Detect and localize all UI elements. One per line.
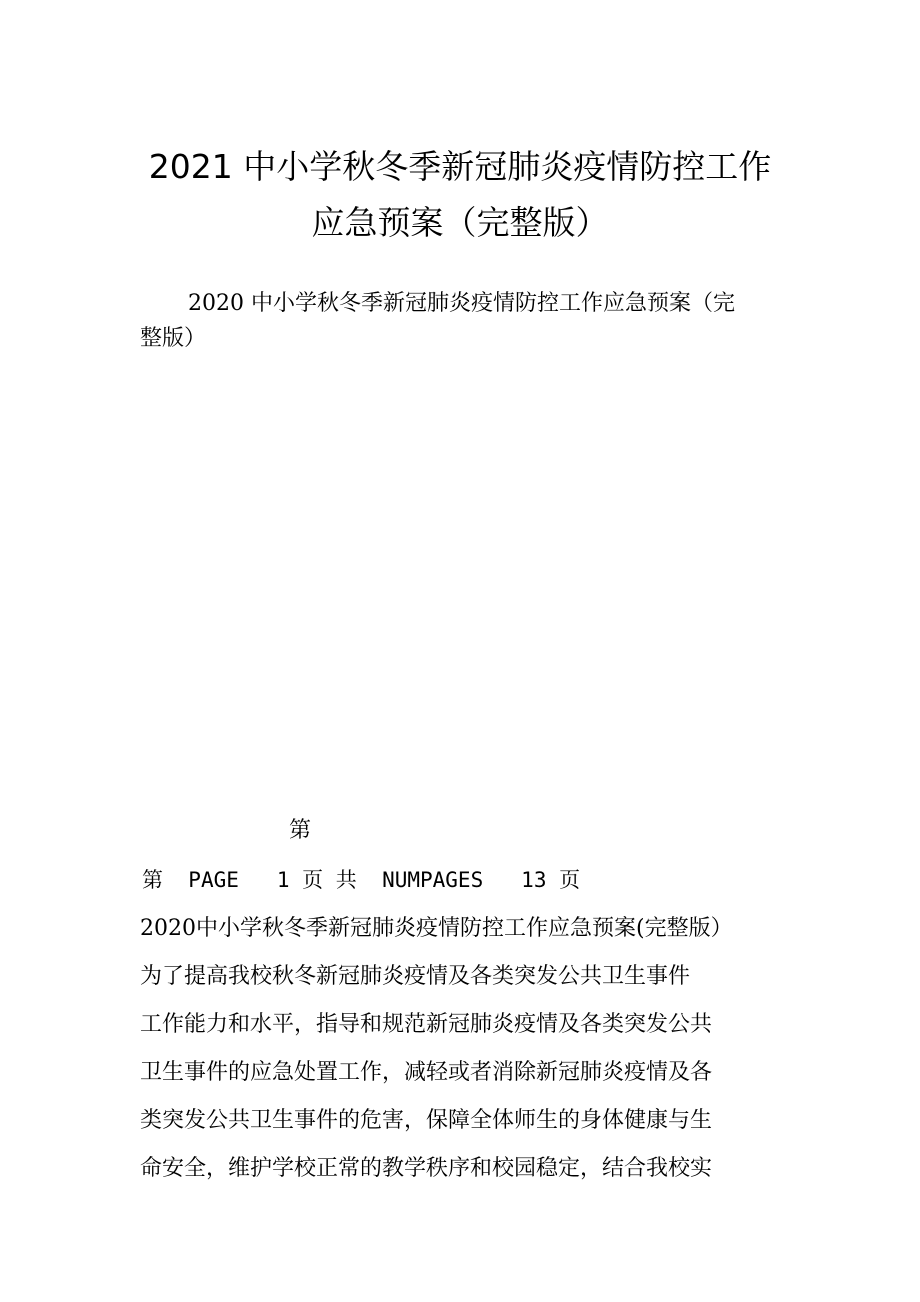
page-field-code — [142, 870, 580, 891]
body-line: 命安全，维护学校正常的教学秩序和校园稳定，结合我校实 — [140, 1156, 713, 1181]
subtitle-line-1: 2020 中小学秋冬季新冠肺炎疫情防控工作应急预案（完 — [188, 291, 735, 316]
body-line: 为了提高我校秋冬新冠肺炎疫情及各类突发公共卫生事件 — [140, 964, 691, 989]
body-line: 2020中小学秋冬季新冠肺炎疫情防控工作应急预案(完整版） — [140, 916, 733, 941]
page-label-di: 第 — [289, 818, 312, 843]
page-field-number: 1 — [276, 868, 290, 892]
page-field-ye-2: 页 — [559, 868, 581, 892]
subtitle-line-2: 整版） — [140, 326, 207, 352]
document-title-line-2: 应急预案（完整版） — [311, 203, 609, 242]
page-field-code-numpages: NUMPAGES — [382, 868, 484, 892]
body-line: 工作能力和水平，指导和规范新冠肺炎疫情及各类突发公共 — [140, 1012, 713, 1037]
document-subtitle — [140, 286, 780, 356]
document-body — [140, 913, 780, 1201]
body-line: 卫生事件的应急处置工作，减轻或者消除新冠肺炎疫情及各 — [140, 1060, 713, 1085]
page-field-ye: 页 — [302, 868, 324, 892]
body-line: 类突发公共卫生事件的危害，保障全体师生的身体健康与生 — [140, 1108, 713, 1133]
page-field-di: 第 — [142, 868, 163, 892]
page-field-total: 13 — [521, 868, 547, 892]
page-field-code-page: PAGE — [188, 868, 239, 892]
document-title-line-1: 2021 中小学秋冬季新冠肺炎疫情防控工作 — [148, 147, 772, 186]
page-field-gong: 共 — [335, 868, 357, 892]
